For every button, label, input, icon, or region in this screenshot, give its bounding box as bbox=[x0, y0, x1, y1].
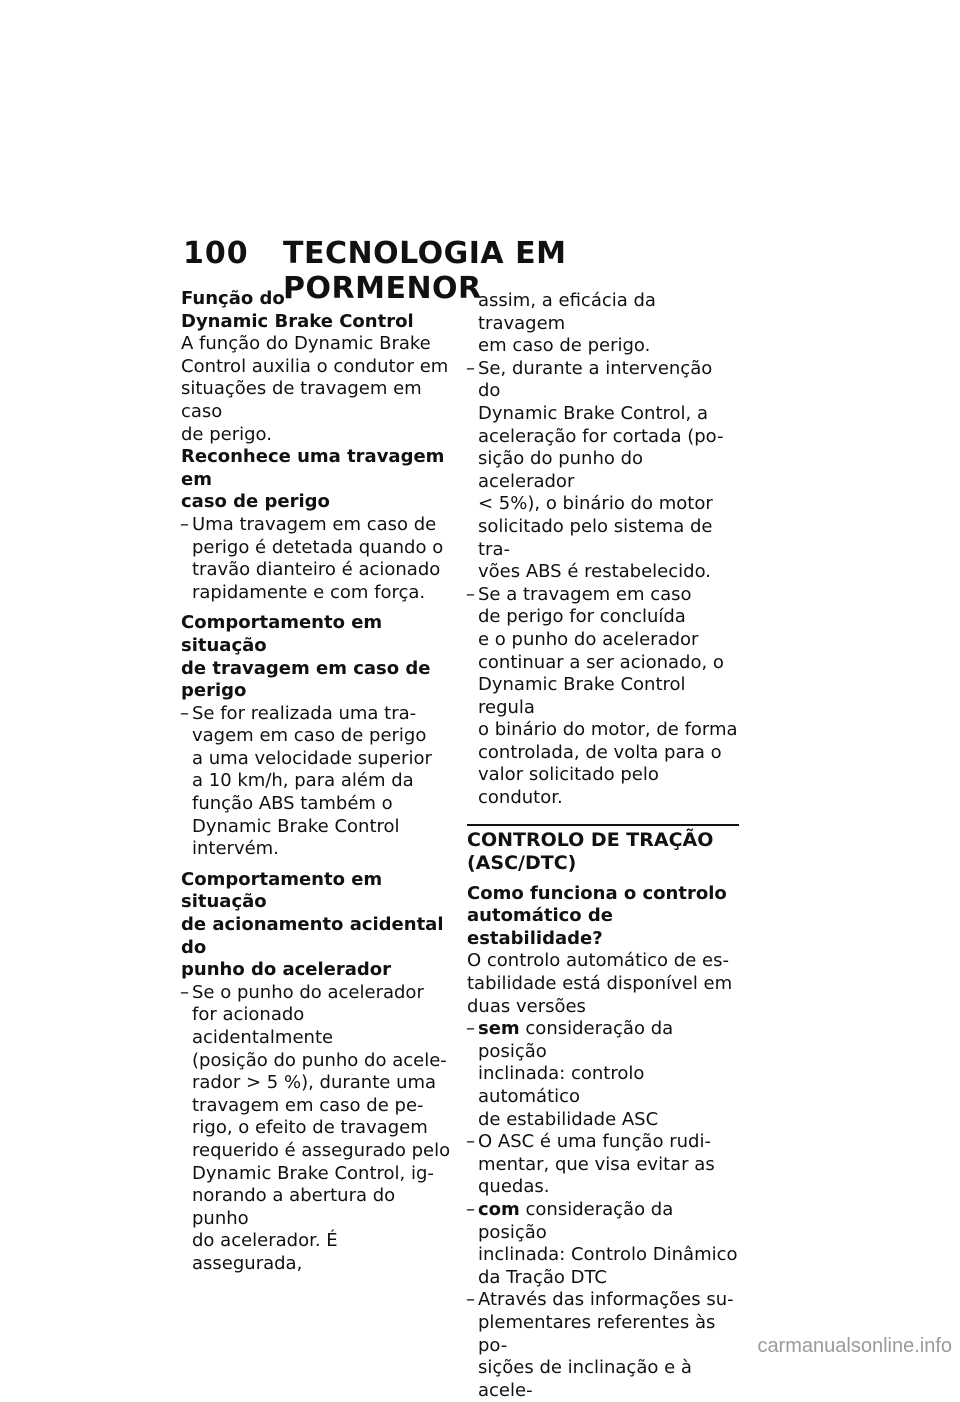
dash-bullet: – bbox=[466, 583, 475, 605]
chapter-title: TECNOLOGIA EM PORMENOR bbox=[283, 236, 567, 306]
heading-recognize-braking: Reconhece uma travagem em caso de perigo bbox=[181, 446, 445, 513]
list-item bbox=[467, 1131, 739, 1199]
list-item bbox=[181, 514, 451, 604]
page-number: 100 bbox=[183, 236, 249, 271]
list-item-text: consideração da posição inclinada: Controlo Dinâmico da Tração DTC bbox=[478, 1198, 738, 1288]
list-item-text: Através das informações su- plementares referentes às po- sições de inclinação e à acele- bbox=[478, 1289, 734, 1401]
paragraph-versions: O controlo automático de es- tabilidade está disponível em duas versões bbox=[467, 950, 733, 1017]
heading-braking-behavior: Comportamento em situação de travagem em caso de perigo bbox=[181, 612, 431, 702]
list-item-text: Se o punho do acelerador for acionado acidentalmente (posição do punho do acele- rador > 5 %), durante uma travagem em caso de pe- rigo, o efeito de travagem requerido é assegurado pelo Dynamic Brake Control, ig- norando a abertura do punho do acelerador. É assegurada, bbox=[192, 981, 451, 1274]
list-item-text: Se a travagem em caso de perigo for concluída e o punho do acelerador continuar a ser acionado, o Dynamic Brake Control regula o binário do motor, de forma controlada, de volta para o valor solicitado pelo condutor. bbox=[478, 583, 738, 809]
list-item bbox=[467, 358, 739, 584]
list-item-text: consideração da posição inclinada: controlo automático de estabilidade ASC bbox=[478, 1018, 674, 1130]
list-item-text: O ASC é uma função rudi- mentar, que visa evitar as quedas. bbox=[478, 1131, 715, 1198]
continued-text: assim, a eficácia da travagem em caso de perigo. bbox=[478, 290, 656, 357]
bold-term-com: com bbox=[478, 1198, 520, 1220]
watermark: carmanualsonline.info bbox=[757, 1335, 952, 1357]
section-title-traction-control: CONTROLO DE TRAÇÃO (ASC/DTC) bbox=[467, 824, 739, 875]
heading-dbc-function: Função do Dynamic Brake Control bbox=[181, 288, 414, 332]
paragraph-dbc-intro: A função do Dynamic Brake Control auxilia o condutor em situações de travagem em caso de perigo. bbox=[181, 333, 449, 445]
dash-bullet: – bbox=[466, 1289, 475, 1311]
dash-bullet: – bbox=[466, 1131, 475, 1153]
dash-bullet: – bbox=[180, 513, 189, 535]
dash-bullet: – bbox=[466, 1018, 475, 1040]
page-header bbox=[183, 236, 743, 306]
dash-bullet: – bbox=[180, 981, 189, 1003]
list-item bbox=[181, 982, 451, 1276]
heading-stability-control: Como funciona o controlo automático de estabilidade? bbox=[467, 882, 727, 949]
dash-bullet: – bbox=[466, 1198, 475, 1220]
list-item bbox=[181, 703, 451, 861]
list-item bbox=[467, 1199, 739, 1289]
list-item-text: Se, durante a intervenção do Dynamic Brake Control, a aceleração for cortada (po- sição do punho do acelerador < 5%), o binário do motor solicitado pelo sistema de tra- vões ABS é restabelecido. bbox=[478, 357, 724, 583]
list-item bbox=[467, 1289, 739, 1402]
dash-bullet: – bbox=[466, 357, 475, 379]
left-column bbox=[181, 288, 451, 1276]
list-item bbox=[467, 1018, 739, 1131]
bold-term-sem: sem bbox=[478, 1018, 520, 1040]
heading-accidental-throttle: Comportamento em situação de acionamento acidental do punho do acelerador bbox=[181, 868, 444, 981]
dash-bullet: – bbox=[180, 702, 189, 724]
list-item-text: Se for realizada uma tra- vagem em caso de perigo a uma velocidade superior a 10 km/h, para além da função ABS também o Dynamic Brake Control intervém. bbox=[192, 702, 432, 860]
right-column bbox=[467, 290, 739, 1402]
list-item-text: Uma travagem em caso de perigo é detetada quando o travão dianteiro é acionado rapidamente e com força. bbox=[192, 513, 444, 603]
list-item bbox=[467, 584, 739, 810]
